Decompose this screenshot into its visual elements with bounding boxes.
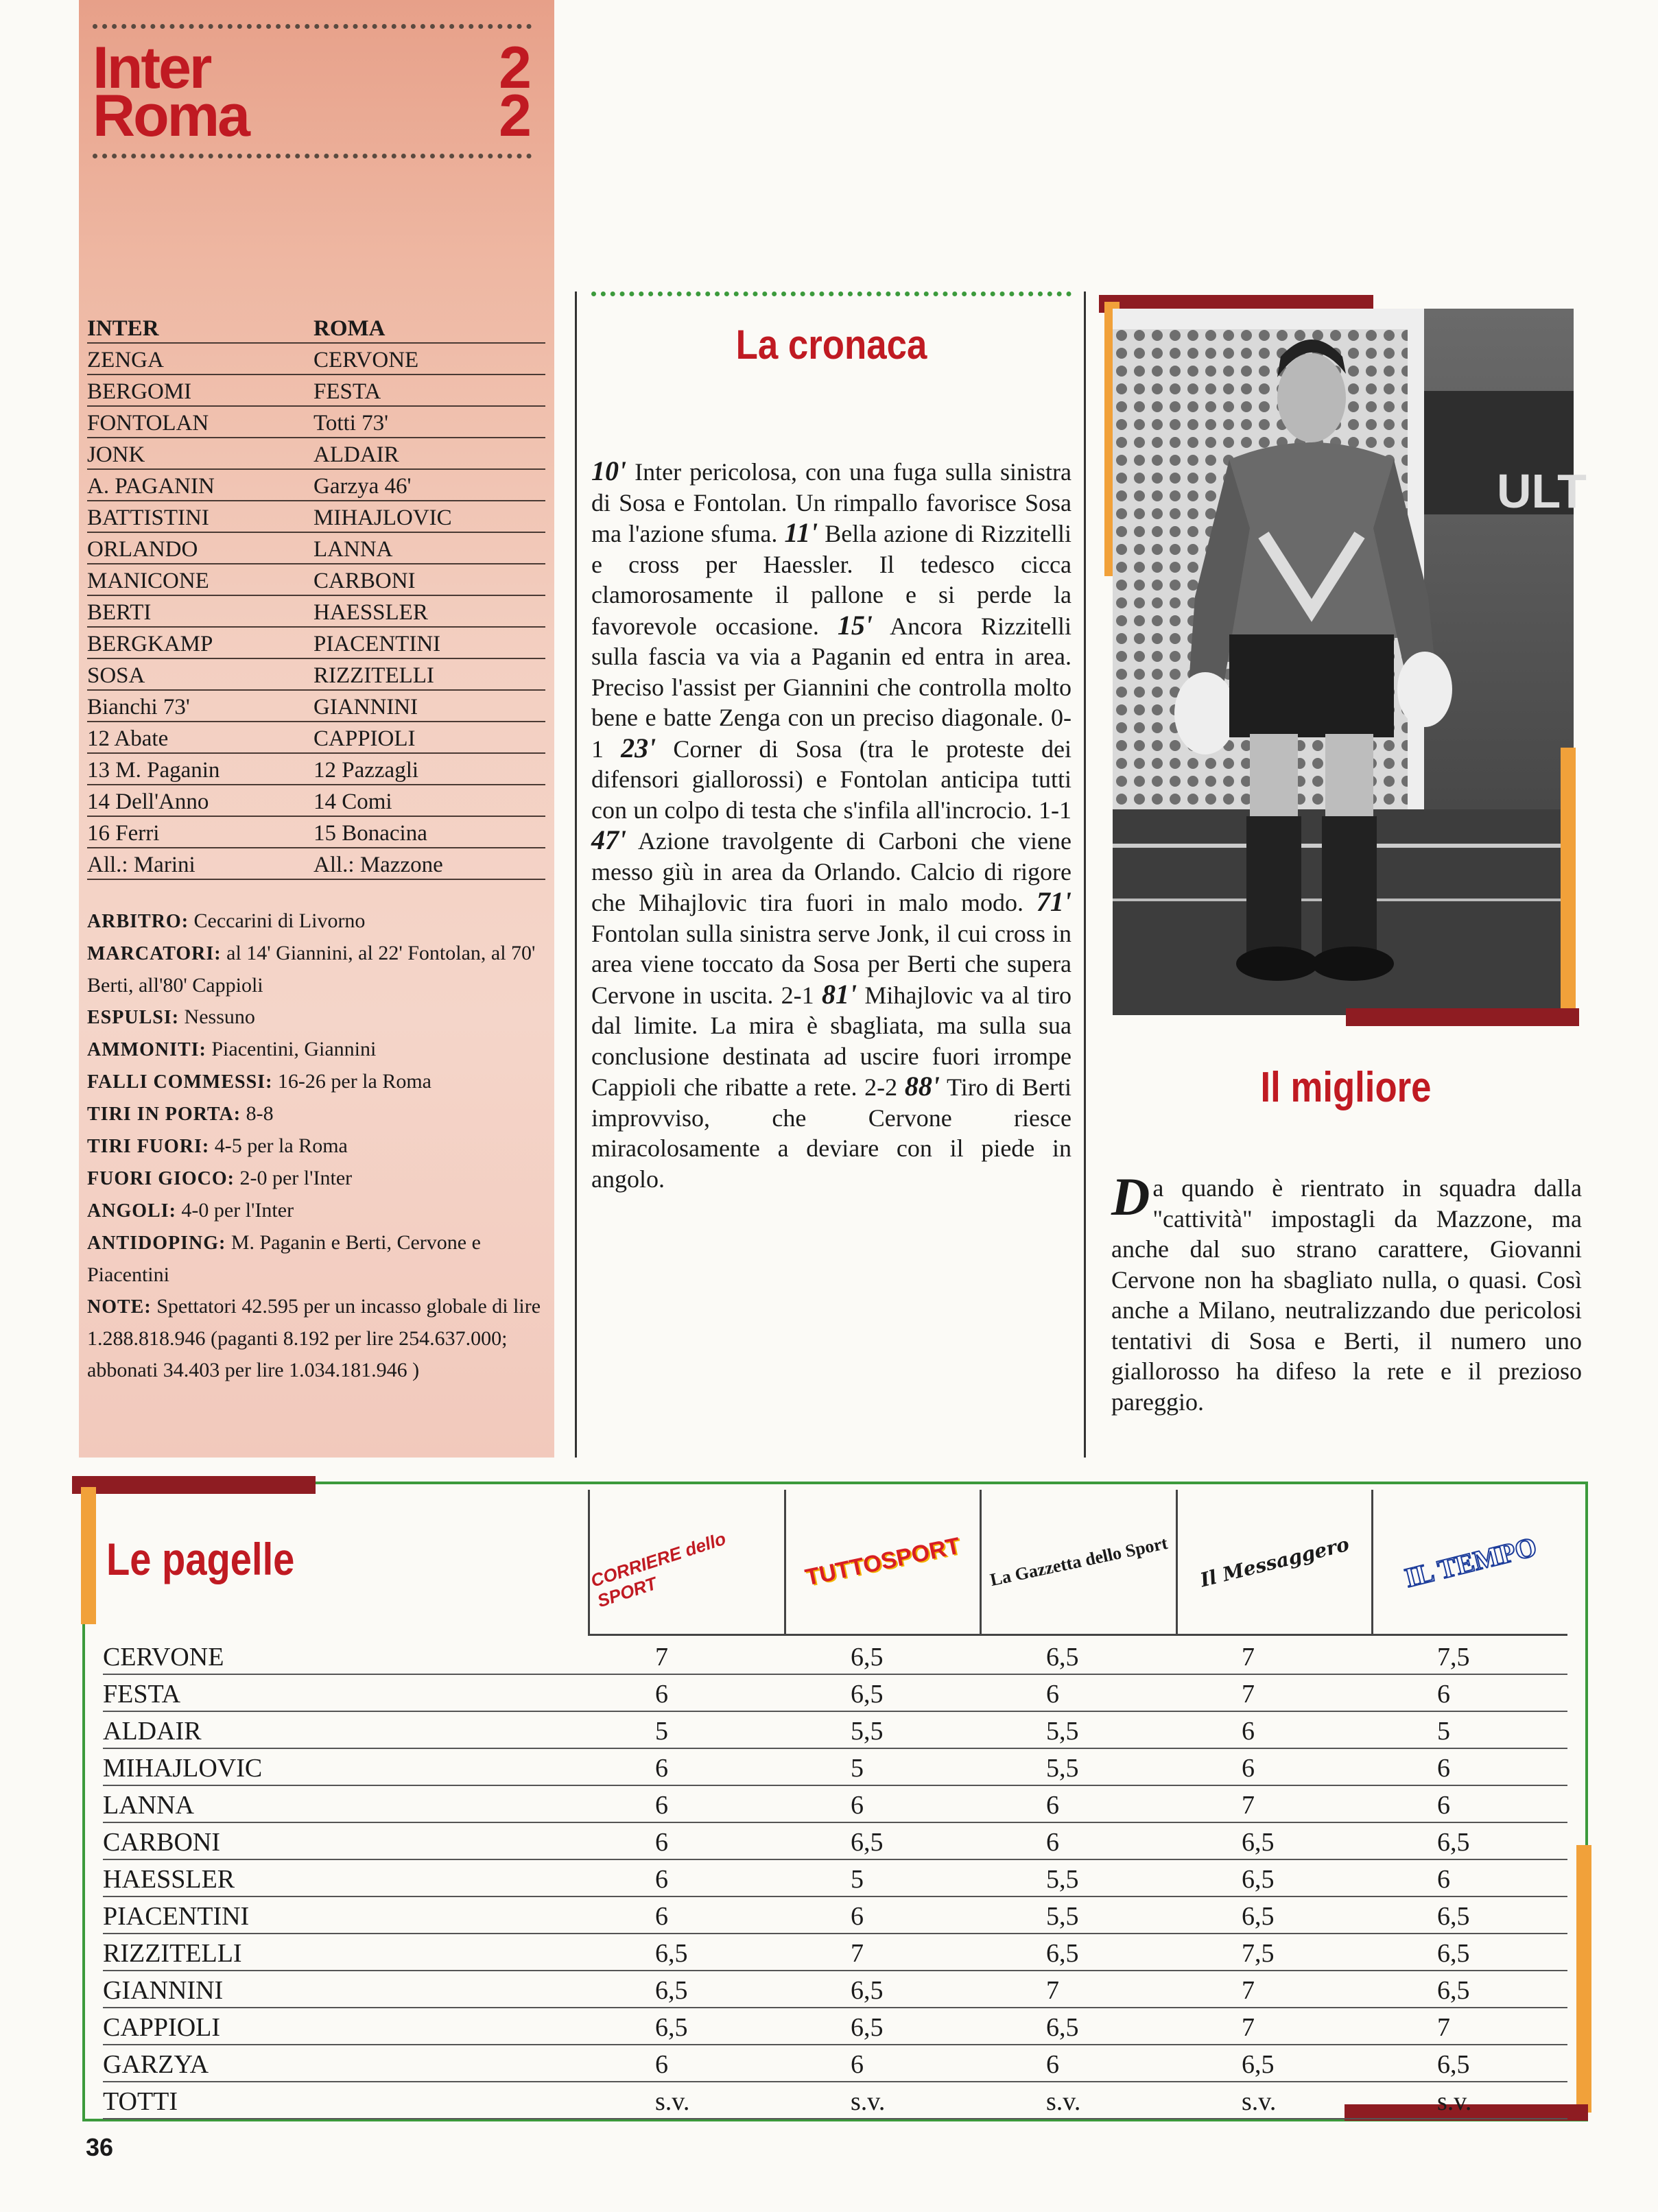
- rating-value: s.v.: [1242, 2087, 1277, 2116]
- goalkeeper-photo-illustration: [1113, 309, 1587, 1015]
- rating-value: 6,5: [1046, 2013, 1079, 2042]
- decor-bar: [81, 1487, 96, 1624]
- rating-value: 6: [655, 1791, 668, 1820]
- roma-player: CAPPIOLI: [313, 726, 416, 751]
- fact-value: Ceccarini di Livorno: [193, 909, 366, 932]
- inter-player: BATTISTINI: [87, 506, 209, 530]
- rating-row: [103, 1823, 1567, 1860]
- rating-value: 6: [655, 1754, 668, 1783]
- paper-logo-corriere: CORRIERE dello SPORT: [588, 1490, 784, 1634]
- fact-label: TIRI FUORI:: [87, 1136, 210, 1157]
- fact-label: FUORI GIOCO:: [87, 1168, 235, 1189]
- inter-player: SOSA: [87, 663, 145, 688]
- fact-label: ANGOLI:: [87, 1200, 176, 1222]
- inter-player: 12 Abate: [87, 726, 169, 751]
- rating-value: 6: [1437, 1865, 1450, 1894]
- lineup-row: [87, 628, 545, 659]
- rating-value: 7: [1242, 1643, 1255, 1672]
- rating-value: 6,5: [851, 1643, 884, 1672]
- player-name: RIZZITELLI: [103, 1939, 242, 1968]
- match-fact: [87, 1098, 547, 1130]
- cronaca-title: La cronaca: [735, 322, 927, 368]
- inter-player: All.: Marini: [87, 853, 196, 877]
- lineup-row: [87, 438, 545, 470]
- inter-player: ORLANDO: [87, 537, 198, 562]
- rating-value: 7: [851, 1939, 864, 1968]
- paper-logo-tempo: IL TEMPO: [1371, 1490, 1567, 1634]
- cronaca-text: [591, 456, 1071, 1194]
- player-name: HAESSLER: [103, 1865, 235, 1894]
- rating-value: 7: [1242, 1976, 1255, 2005]
- rating-value: 6: [1242, 1717, 1255, 1746]
- rating-value: 6,5: [1242, 1828, 1275, 1857]
- column-divider: [575, 292, 577, 1458]
- rating-row: [103, 1675, 1567, 1712]
- rating-value: 6,5: [1437, 1939, 1470, 1968]
- rating-value: 5: [655, 1717, 668, 1746]
- roma-player: GIANNINI: [313, 695, 418, 720]
- match-fact: [87, 938, 547, 1001]
- rating-value: 6,5: [1242, 2050, 1275, 2079]
- rating-value: s.v.: [1046, 2087, 1081, 2116]
- rating-value: 6: [851, 1902, 864, 1931]
- ratings-table: [103, 1638, 1567, 2119]
- match-fact: [87, 1291, 547, 1386]
- rating-value: 6,5: [1437, 2050, 1470, 2079]
- cronaca-rule: [591, 292, 1071, 296]
- rating-row: [103, 1897, 1567, 1934]
- event-minute: 11': [784, 517, 818, 548]
- match-fact: [87, 1227, 547, 1291]
- page-number: 36: [86, 2133, 114, 2161]
- migliore-title: Il migliore: [1260, 1064, 1432, 1111]
- fact-label: ARBITRO:: [87, 911, 189, 932]
- roma-player: CARBONI: [313, 569, 416, 593]
- paper-logo-messaggero: Il Messaggero: [1176, 1490, 1372, 1634]
- inter-player: BERGOMI: [87, 379, 192, 404]
- inter-player: MANICONE: [87, 569, 209, 593]
- rating-value: 6,5: [1437, 1902, 1470, 1931]
- away-team: Roma: [93, 83, 248, 149]
- rating-value: 7: [655, 1643, 668, 1672]
- inter-player: Bianchi 73': [87, 695, 190, 720]
- rating-value: 6,5: [1437, 1976, 1470, 2005]
- rating-row: [103, 2082, 1567, 2119]
- lineup-row: [87, 754, 545, 785]
- fact-value: al 14' Giannini, al 22' Fontolan, al 70' Berti, all'80' Cappioli: [87, 942, 536, 997]
- rating-value: 6: [1046, 1791, 1059, 1820]
- roma-player: Garzya 46': [313, 474, 412, 499]
- match-fact: [87, 1001, 547, 1034]
- scoreboard: [93, 24, 532, 158]
- rating-value: 6,5: [1437, 1828, 1470, 1857]
- lineup-row: [87, 817, 545, 848]
- fact-label: FALLI COMMESSI:: [87, 1071, 273, 1093]
- away-score: 2: [499, 83, 532, 149]
- rating-value: 6: [655, 1828, 668, 1857]
- inter-player: 13 M. Paganin: [87, 758, 220, 783]
- rating-row: [103, 2045, 1567, 2082]
- rating-value: 6: [1242, 1754, 1255, 1783]
- rating-value: 6: [1437, 1791, 1450, 1820]
- rating-value: 6: [655, 2050, 668, 2079]
- event-text: Ancora Rizzitelli sulla fascia va via a Paganin ed entra in area. Preciso l'assist per Giannini che controlla molto bene e batte Zenga con un preciso diagonale. 0-1: [591, 612, 1072, 763]
- rating-row: [103, 1638, 1567, 1675]
- lineup-row: [87, 375, 545, 407]
- player-name: CARBONI: [103, 1828, 221, 1857]
- home-score: 2: [499, 35, 532, 101]
- player-name: ALDAIR: [103, 1717, 202, 1746]
- player-name: CERVONE: [103, 1643, 224, 1672]
- event-minute: 71': [1036, 886, 1071, 917]
- player-name: CAPPIOLI: [103, 2013, 221, 2042]
- inter-player: A. PAGANIN: [87, 474, 215, 499]
- fact-label: ESPULSI:: [87, 1007, 180, 1028]
- event-text: Corner di Sosa (tra le proteste dei difensori giallorossi) e Fontolan anticipa tutti con un colpo di testa che s'infila all'incrocio. 1-1: [591, 735, 1072, 824]
- decor-bar: [72, 1476, 316, 1494]
- rating-value: 6,5: [655, 1939, 688, 1968]
- cronaca-event: [591, 732, 1072, 824]
- roma-player: MIHAJLOVIC: [313, 506, 452, 530]
- home-team: Inter: [93, 35, 211, 101]
- lineup-row: [87, 785, 545, 817]
- rating-value: 6,5: [851, 1828, 884, 1857]
- rating-row: [103, 1860, 1567, 1897]
- rating-value: 6: [1046, 1828, 1059, 1857]
- rating-value: 6: [1046, 2050, 1059, 2079]
- fact-label: ANTIDOPING:: [87, 1233, 226, 1254]
- rating-value: 7: [1242, 2013, 1255, 2042]
- roma-player: FESTA: [313, 379, 381, 404]
- lineup-header: [87, 312, 545, 344]
- rating-value: 6,5: [851, 2013, 884, 2042]
- roma-player: 15 Bonacina: [313, 821, 427, 846]
- rating-value: 6,5: [1242, 1865, 1275, 1894]
- rating-value: 6,5: [851, 1976, 884, 2005]
- event-minute: 81': [821, 978, 857, 1010]
- roma-player: PIACENTINI: [313, 632, 441, 656]
- fact-value: 16-26 per la Roma: [277, 1070, 431, 1093]
- player-photo-frame: [1099, 295, 1587, 1029]
- rating-value: s.v.: [851, 2087, 886, 2116]
- lineup-row: [87, 407, 545, 438]
- event-text: Azione travolgente di Carboni che viene messo giù in area da Orlando. Calcio di rigore che Mihajlovic tira fuori in malo modo.: [591, 827, 1071, 916]
- player-name: MIHAJLOVIC: [103, 1754, 263, 1783]
- event-text: Tiro di Berti improvviso, che Cervone riesce miracolosamente a deviare con il piede in angolo.: [591, 1073, 1071, 1193]
- lineup-row: [87, 722, 545, 754]
- goalkeeper-photo: [1113, 309, 1587, 1015]
- rating-row: [103, 2008, 1567, 2045]
- rating-value: 7: [1437, 2013, 1450, 2042]
- roma-player: All.: Mazzone: [313, 853, 443, 877]
- rating-value: 5: [1437, 1717, 1450, 1746]
- event-minute: 23': [621, 732, 656, 763]
- migliore-paragraph: a quando è rientrato in squadra dalla "cattività" impostagli da Mazzone, ma anche dal suo strano carattere, Giovanni Cervone non ha sbagliato nulla, o quasi. Così anche a Milano, neutralizzando due pericolosi tentativi di Sosa e Berti, il numero uno giallorosso ha difeso la rete e il prezioso pareggio.: [1111, 1174, 1582, 1416]
- rating-value: 6: [1437, 1680, 1450, 1709]
- cronaca-section: [591, 292, 1072, 1193]
- match-fact: [87, 1034, 547, 1066]
- roma-player: 14 Comi: [313, 789, 392, 814]
- fact-value: 4-5 per la Roma: [214, 1134, 348, 1157]
- lineup-row: [87, 691, 545, 722]
- rating-value: 6: [655, 1680, 668, 1709]
- lineup-header-inter: INTER: [87, 316, 159, 341]
- rating-row: [103, 1749, 1567, 1786]
- match-fact: [87, 905, 547, 938]
- event-text: Fontolan sulla sinistra serve Jonk, il cui cross in area viene toccato da Sosa per Berti che supera Cervone in uscita. 2-1: [591, 919, 1071, 1009]
- match-facts: [87, 905, 547, 1386]
- inter-player: BERTI: [87, 600, 152, 625]
- rating-value: 5,5: [1046, 1754, 1079, 1783]
- lineup-row: [87, 596, 545, 628]
- drop-cap: D: [1111, 1167, 1150, 1226]
- fact-label: MARCATORI:: [87, 943, 222, 964]
- rating-value: 6: [655, 1865, 668, 1894]
- rating-value: 5: [851, 1754, 864, 1783]
- match-fact: [87, 1066, 547, 1098]
- lineup-row: [87, 564, 545, 596]
- newspaper-header: [588, 1490, 1567, 1636]
- lineup-row: [87, 470, 545, 501]
- rating-value: 7: [1242, 1791, 1255, 1820]
- rating-value: 7: [1046, 1976, 1059, 2005]
- fact-value: Nessuno: [184, 1006, 255, 1028]
- roma-player: HAESSLER: [313, 600, 428, 625]
- lineup-row: [87, 659, 545, 691]
- rating-value: 7: [1242, 1680, 1255, 1709]
- rating-value: s.v.: [655, 2087, 690, 2116]
- lineup-row: [87, 501, 545, 533]
- fact-label: AMMONITI:: [87, 1039, 206, 1060]
- rating-value: 5,5: [1046, 1717, 1079, 1746]
- event-minute: 88': [904, 1071, 940, 1102]
- roma-player: Totti 73': [313, 411, 389, 436]
- rating-value: 6,5: [1242, 1902, 1275, 1931]
- lineup-row: [87, 533, 545, 564]
- column-divider: [1084, 292, 1086, 1458]
- rating-value: 6: [851, 1791, 864, 1820]
- player-name: GIANNINI: [103, 1976, 224, 2005]
- event-text: Mihajlovic va al tiro dal limite. La mira è sbagliata, ma sulla sua conclusione destinata ad uscire fuori irrompe Cappioli che ribatte a rete. 2-2: [591, 981, 1072, 1101]
- player-name: FESTA: [103, 1680, 181, 1709]
- rating-row: [103, 1712, 1567, 1749]
- fact-value: 4-0 per l'Inter: [181, 1199, 294, 1222]
- fact-value: M. Paganin e Berti, Cervone e Piacentini: [87, 1231, 481, 1286]
- player-name: GARZYA: [103, 2050, 209, 2079]
- player-name: PIACENTINI: [103, 1902, 250, 1931]
- fact-label: NOTE:: [87, 1296, 152, 1318]
- fact-value: Piacentini, Giannini: [211, 1038, 377, 1060]
- fact-value: 2-0 per l'Inter: [239, 1167, 353, 1189]
- paper-logo-tuttosport: TUTTOSPORT: [784, 1490, 980, 1634]
- rating-row: [103, 1971, 1567, 2008]
- cronaca-event: [591, 824, 1071, 916]
- migliore-text: [1111, 1167, 1582, 1417]
- lineup-table: [87, 312, 545, 880]
- lineup-row: [87, 344, 545, 375]
- match-summary-panel: [79, 0, 554, 1458]
- rating-row: [103, 1934, 1567, 1971]
- inter-player: BERGKAMP: [87, 632, 213, 656]
- lineup-row: [87, 848, 545, 880]
- away-score-line: [93, 83, 532, 149]
- rating-value: 6: [1046, 1680, 1059, 1709]
- player-name: LANNA: [103, 1791, 194, 1820]
- player-name: TOTTI: [103, 2087, 178, 2116]
- event-text: Bella azione di Rizzitelli e cross per Haessler. Il tedesco cicca clamorosamente il pallone e si perde la favorevole occasione.: [591, 520, 1072, 640]
- rating-value: 6,5: [851, 1680, 884, 1709]
- fact-value: Spettatori 42.595 per un incasso globale di lire 1.288.818.946 (paganti 8.192 per lire 254.637.000; abbonati 34.403 per lire 1.034.181.946 ): [87, 1295, 541, 1381]
- rating-value: 5,5: [1046, 1902, 1079, 1931]
- roma-player: ALDAIR: [313, 442, 399, 467]
- rating-value: 6,5: [655, 1976, 688, 2005]
- fact-label: TIRI IN PORTA:: [87, 1104, 241, 1125]
- inter-player: ZENGA: [87, 348, 164, 372]
- inter-player: FONTOLAN: [87, 411, 209, 436]
- fact-value: 8-8: [246, 1102, 274, 1125]
- svg-text:ULT: ULT: [1497, 464, 1587, 518]
- rating-value: 5,5: [1046, 1865, 1079, 1894]
- rating-value: 6: [655, 1902, 668, 1931]
- roma-player: RIZZITELLI: [313, 663, 434, 688]
- roma-player: CERVONE: [313, 348, 419, 372]
- roma-player: LANNA: [313, 537, 393, 562]
- rating-value: 6,5: [1046, 1939, 1079, 1968]
- rating-value: 6,5: [655, 2013, 688, 2042]
- rating-value: 7,5: [1437, 1643, 1470, 1672]
- event-minute: 47': [591, 824, 627, 855]
- rating-row: [103, 1786, 1567, 1823]
- paper-logo-gazzetta: La Gazzetta dello Sport: [980, 1490, 1176, 1634]
- rating-value: 6,5: [1046, 1643, 1079, 1672]
- match-fact: [87, 1163, 547, 1195]
- pagelle-title: Le pagelle: [106, 1534, 295, 1584]
- event-minute: 15': [837, 609, 873, 641]
- match-fact: [87, 1195, 547, 1227]
- rating-value: 5,5: [851, 1717, 884, 1746]
- roma-player: 12 Pazzagli: [313, 758, 419, 783]
- match-fact: [87, 1130, 547, 1163]
- rating-value: 6: [851, 2050, 864, 2079]
- inter-player: 14 Dell'Anno: [87, 789, 209, 814]
- event-minute: 10': [591, 455, 627, 486]
- rating-value: s.v.: [1437, 2087, 1472, 2116]
- inter-player: 16 Ferri: [87, 821, 160, 846]
- rating-value: 7,5: [1242, 1939, 1275, 1968]
- decor-bar: [1576, 1845, 1591, 2113]
- event-text: Inter pericolosa, con una fuga sulla sinistra di Sosa e Fontolan. Un rimpallo favorisce Sosa ma l'azione sfuma.: [591, 458, 1071, 547]
- lineup-header-roma: ROMA: [313, 316, 386, 341]
- inter-player: JONK: [87, 442, 145, 467]
- rating-value: 6: [1437, 1754, 1450, 1783]
- rating-value: 5: [851, 1865, 864, 1894]
